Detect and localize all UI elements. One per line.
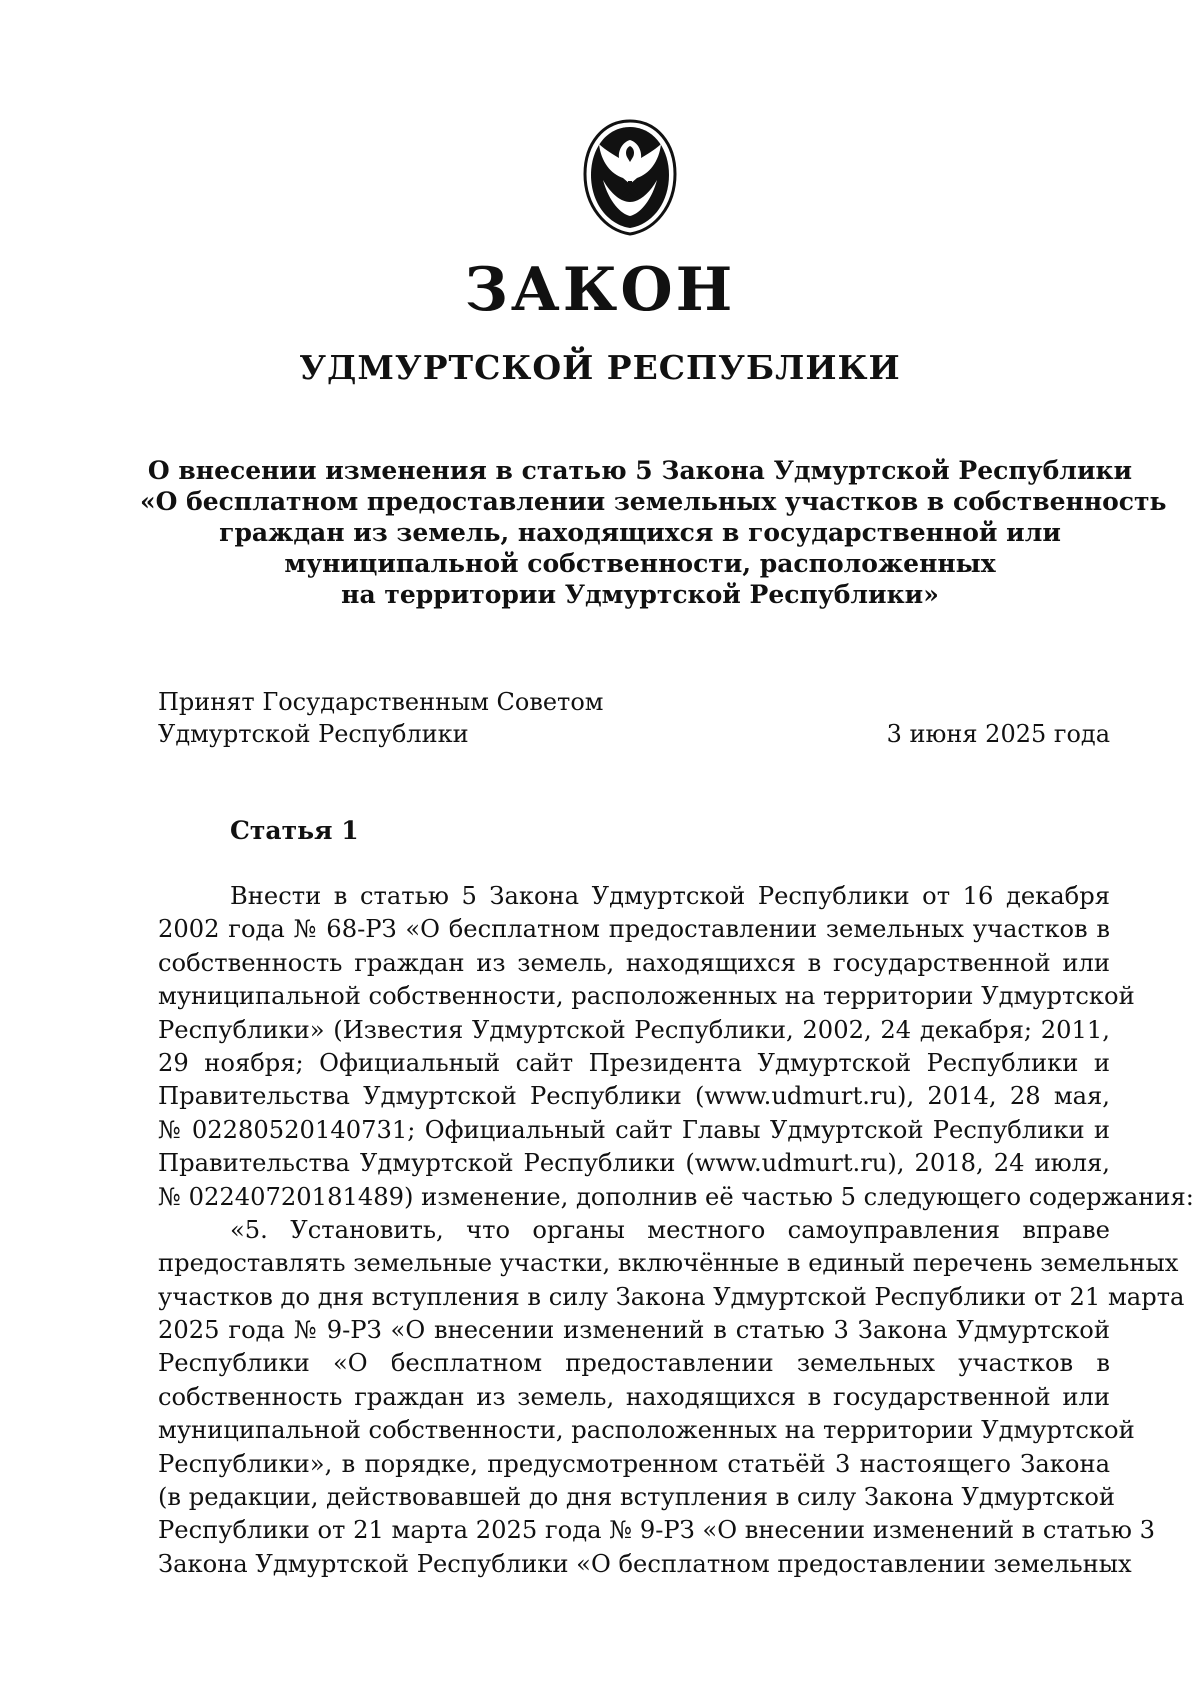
adopted-by (158, 686, 603, 750)
body-line: 2025 года № 9-РЗ «О внесении изменений в статью 3 Закона Удмуртской (158, 1316, 1110, 1345)
adopted-date: 3 июня 2025 года (886, 720, 1110, 748)
heading-line: на территории Удмуртской Республики» (341, 580, 939, 609)
article-body (158, 880, 1194, 1581)
heading-line: муниципальной собственности, расположенных (284, 549, 996, 578)
body-line: № 02280520140731; Официальный сайт Главы Удмуртской Республики и (158, 1115, 1110, 1144)
heading-line: О внесении изменения в статью 5 Закона Удмуртской Республики (147, 456, 1133, 485)
body-line: Правительства Удмуртской Республики (www.udmurt.ru), 2018, 24 июля, (158, 1149, 1110, 1178)
adopted-by-line: Удмуртской Республики (158, 720, 469, 748)
body-line: собственность граждан из земель, находящихся в государственной или (158, 948, 1110, 977)
heading-line: граждан из земель, находящихся в государственной или (219, 518, 1061, 547)
adopted-by-line: Принят Государственным Советом (158, 688, 604, 716)
body-line: Внести в статью 5 Закона Удмуртской Республики от 16 декабря (230, 882, 1110, 910)
heading-line: «О бесплатном предоставлении земельных участков в собственность (140, 487, 1167, 516)
body-line: Республики «О бесплатном предоставлении земельных участков в (158, 1349, 1110, 1378)
document-title: ЗАКОН (464, 255, 736, 325)
body-line: «5. Установить, что органы местного самоуправления вправе (230, 1215, 1110, 1244)
body-line: Закона Удмуртской Республики «О бесплатном предоставлении земельных (158, 1549, 1132, 1578)
body-line: предоставлять земельные участки, включённые в единый перечень земельных (158, 1249, 1179, 1278)
body-line: Республики» (Известия Удмуртской Республики, 2002, 24 декабря; 2011, (158, 1015, 1110, 1044)
udmurt-coat-of-arms-icon (579, 118, 681, 236)
body-line: муниципальной собственности, расположенных на территории Удмуртской (158, 982, 1135, 1011)
body-line: № 02240720181489) изменение, дополнив её частью 5 следующего содержания: (158, 1182, 1194, 1211)
body-line: Правительства Удмуртской Республики (www.udmurt.ru), 2014, 28 мая, (158, 1082, 1110, 1111)
law-heading (140, 455, 1167, 610)
body-line: собственность граждан из земель, находящихся в государственной или (158, 1382, 1110, 1411)
body-line: 29 ноября; Официальный сайт Президента Удмуртской Республики и (158, 1048, 1110, 1077)
body-line: 2002 года № 68-РЗ «О бесплатном предоставлении земельных участков в (158, 915, 1110, 944)
article-title: Статья 1 (230, 816, 359, 845)
body-line: Республики от 21 марта 2025 года № 9-РЗ «О внесении изменений в статью 3 (158, 1516, 1155, 1545)
body-line: (в редакции, действовавшей до дня вступления в силу Закона Удмуртской (158, 1483, 1116, 1512)
body-line: муниципальной собственности, расположенных на территории Удмуртской (158, 1416, 1135, 1445)
body-line: участков до дня вступления в силу Закона Удмуртской Республики от 21 марта (158, 1282, 1185, 1311)
body-line: Республики», в порядке, предусмотренном статьёй 3 настоящего Закона (158, 1449, 1110, 1478)
document-subtitle: УДМУРТСКОЙ РЕСПУБЛИКИ (299, 348, 901, 387)
